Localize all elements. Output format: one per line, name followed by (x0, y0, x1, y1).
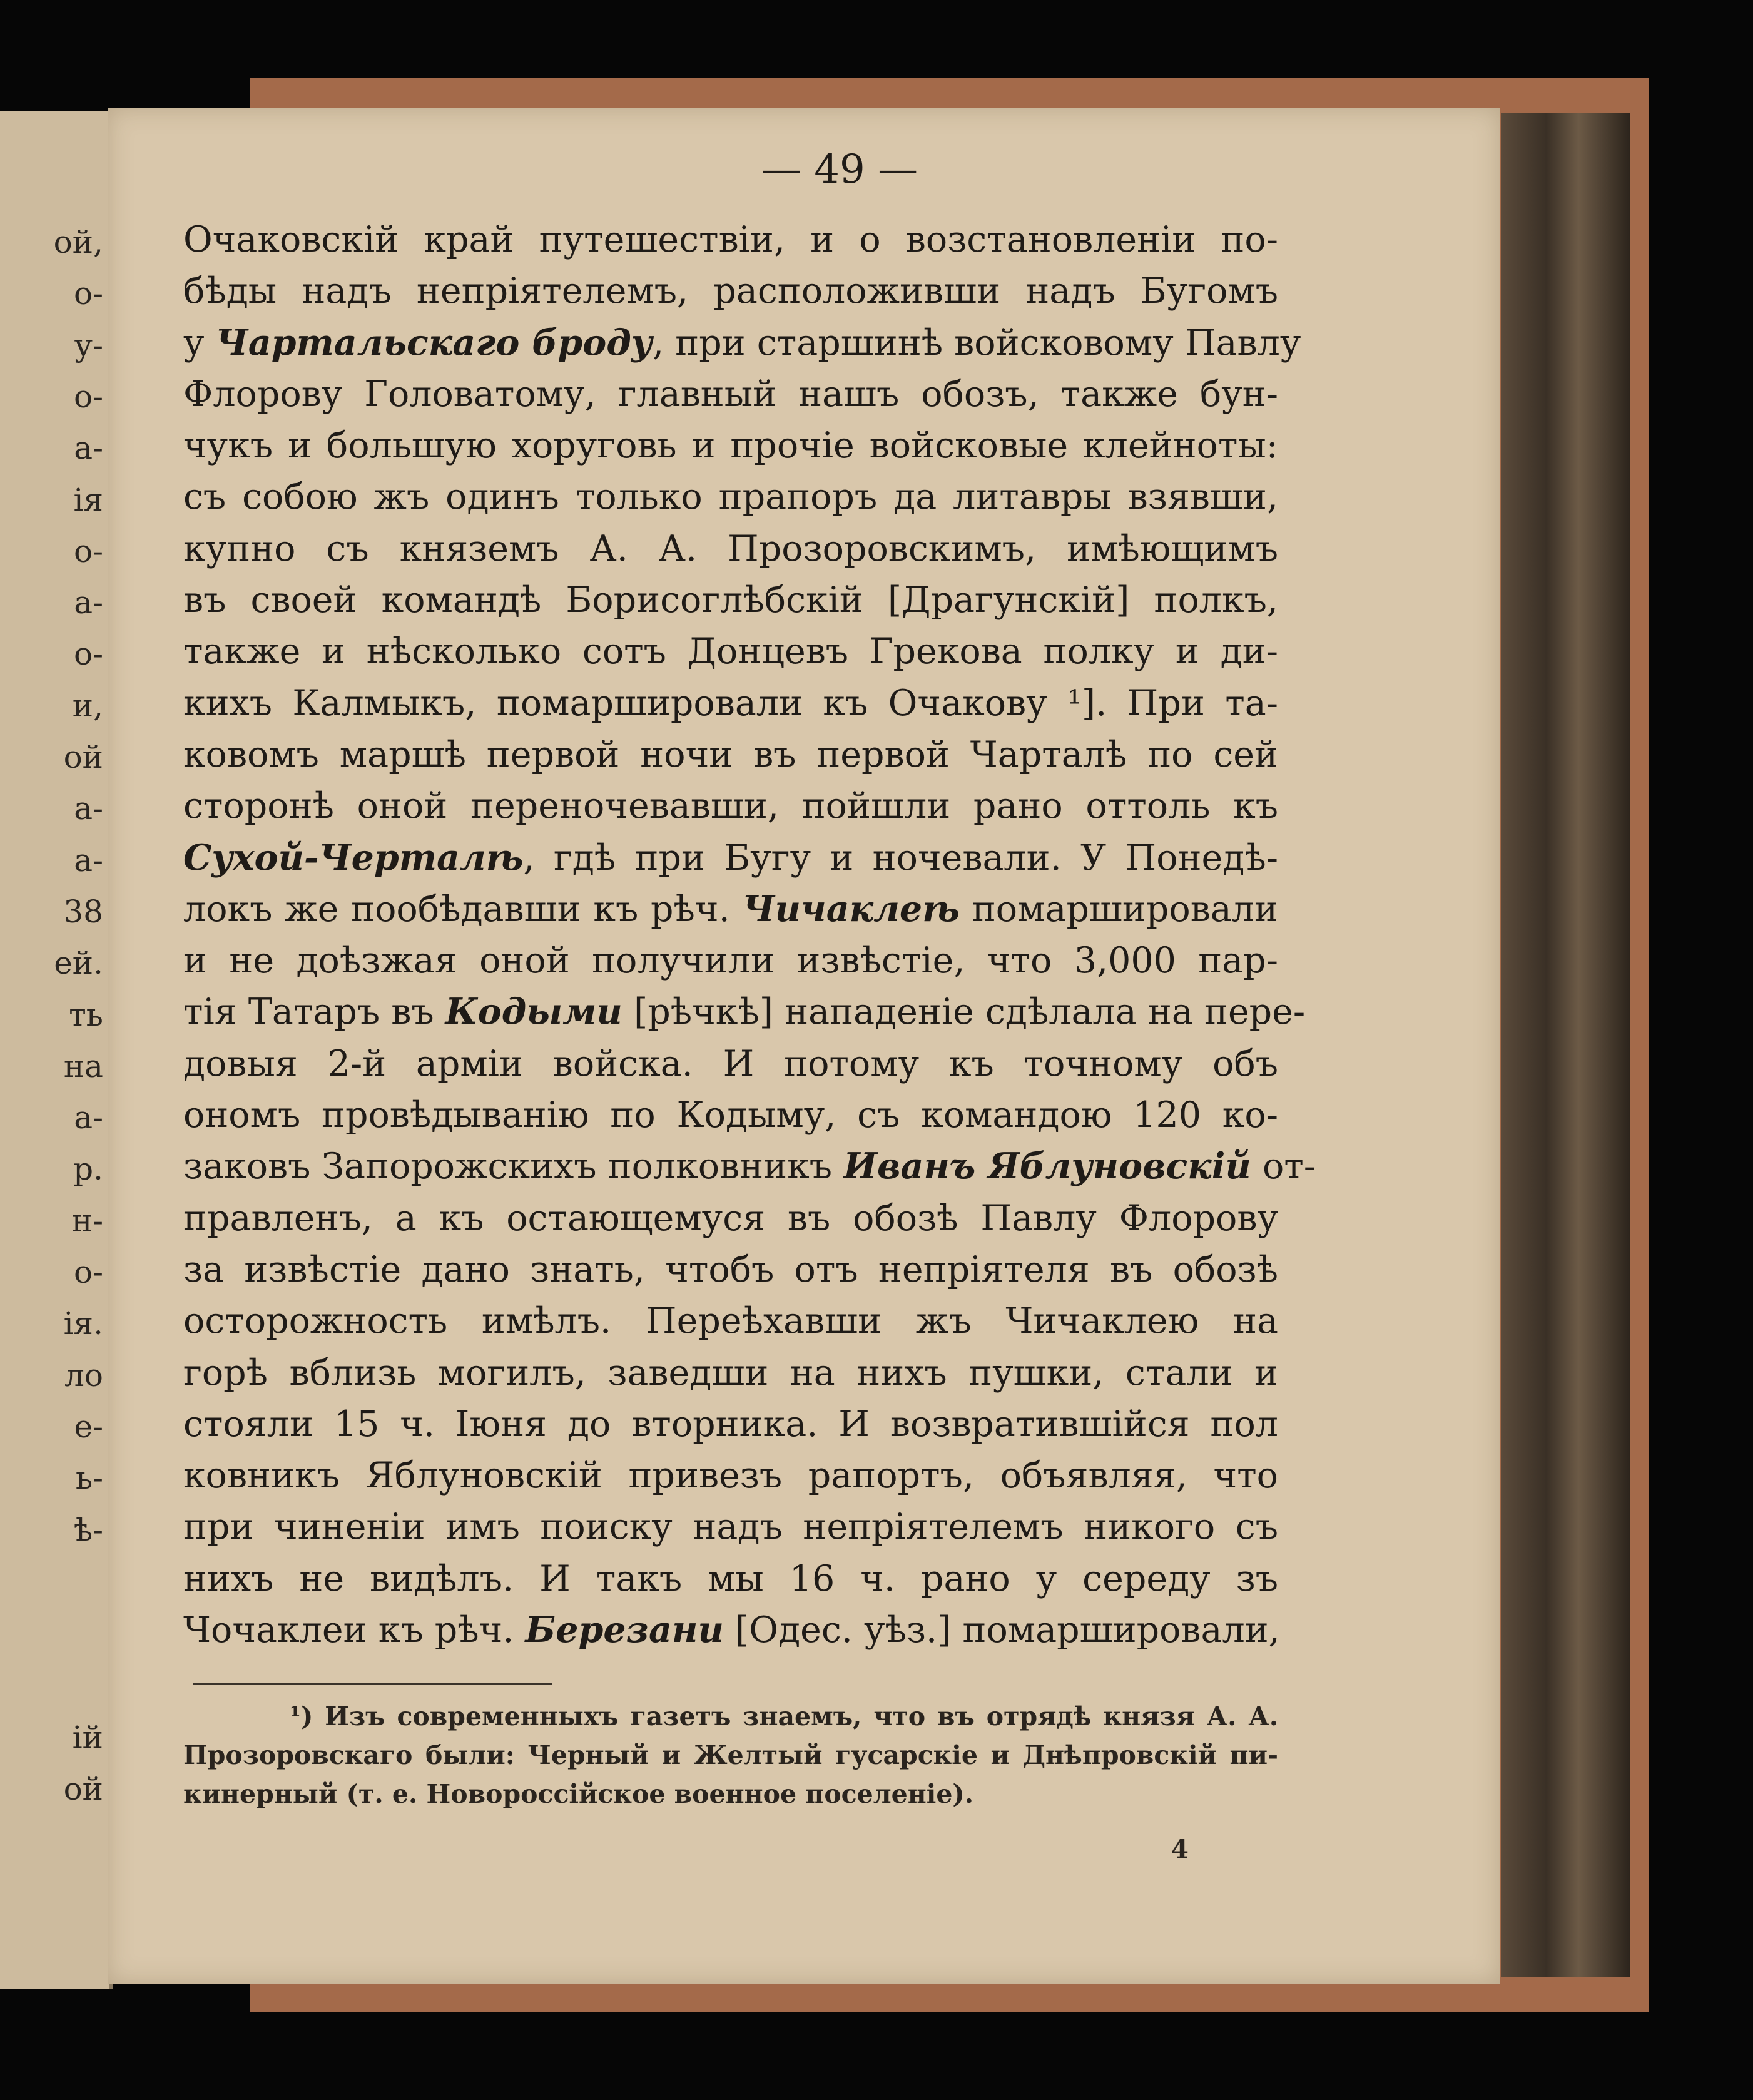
italic-name: Чичаклеѣ (742, 887, 960, 930)
text-line (183, 1399, 1278, 1450)
previous-page-text: а- (74, 430, 103, 467)
text-line (183, 1038, 1278, 1089)
text-line (183, 1295, 1278, 1347)
text-line (183, 935, 1278, 986)
text-run: тія Татаръ въ (183, 991, 445, 1033)
previous-page-text: ей. (54, 945, 103, 982)
previous-page-text: ь- (75, 1460, 103, 1497)
signature-mark: 4 (1171, 1835, 1189, 1864)
text-run: , гдѣ при Бугу и ночевали. У Понедѣ- (523, 837, 1278, 879)
previous-page-text: о- (74, 636, 103, 673)
previous-page-text: на (63, 1047, 103, 1084)
text-run: нихъ не видѣлъ. И такъ мы 16 ч. рано у середу зъ (183, 1557, 1278, 1599)
text-line (183, 1450, 1278, 1501)
text-run: помаршировали (960, 888, 1278, 930)
text-run: локъ же пообѣдавши къ рѣч. (183, 888, 743, 930)
text-line (183, 780, 1278, 832)
page-number: — 49 — (761, 146, 918, 193)
text-line (183, 523, 1278, 574)
page-block-edge (1501, 113, 1630, 1977)
text-line (183, 1193, 1278, 1244)
text-run: кихъ Калмыкъ, помаршировали къ Очакову ¹]. При та- (183, 682, 1278, 724)
text-run: за извѣстіе дано знать, чтобъ отъ непріятеля въ обозѣ (183, 1248, 1278, 1290)
previous-page-text: ой, (53, 224, 103, 260)
previous-page-text: ой (63, 739, 103, 775)
text-line (183, 1347, 1278, 1399)
text-run: купно съ княземъ А. А. Прозоровскимъ, имѣющимъ (183, 528, 1278, 569)
previous-page-text: ій (72, 1719, 103, 1756)
previous-page-text: о- (74, 1254, 103, 1290)
previous-page-text: ія. (63, 1305, 103, 1342)
text-run: Очаковскій край путешествіи, и о возстановленіи по- (183, 219, 1278, 260)
previous-page-text: р. (73, 1151, 103, 1188)
text-line (183, 986, 1306, 1037)
text-line (183, 265, 1278, 317)
text-run: Чочаклеи къ рѣч. (183, 1609, 526, 1651)
text-run: стояли 15 ч. Іюня до вторника. И возвратившійся пол (183, 1403, 1278, 1445)
footnote-rule (193, 1683, 552, 1685)
text-run: заковъ Запорожскихъ полковникъ (183, 1146, 844, 1188)
text-run: ковомъ маршѣ первой ночи въ первой Чарталѣ по сей (183, 733, 1278, 775)
text-line (183, 729, 1278, 780)
footnote-line: ¹) Изъ современныхъ газетъ знаемъ, что въ отрядѣ князя А. А. (290, 1701, 1278, 1731)
text-run: ковникъ Яблуновскій привезъ рапортъ, объявляя, что (183, 1455, 1278, 1497)
previous-page-text: а- (74, 790, 103, 827)
text-run: [рѣчкѣ] нападеніе сдѣлала на пере- (622, 991, 1306, 1033)
text-run: при чиненіи имъ поиску надъ непріятелемъ никого съ (183, 1506, 1278, 1548)
previous-page-text: а- (74, 1099, 103, 1136)
text-line (183, 678, 1278, 729)
previous-page-text: н- (71, 1202, 103, 1239)
text-line (183, 471, 1278, 522)
previous-page-text: о- (74, 275, 103, 312)
text-line (183, 574, 1278, 626)
text-line (183, 1244, 1278, 1295)
previous-page-text: о- (74, 378, 103, 415)
italic-name: Иванъ Яблуновскій (843, 1145, 1251, 1188)
previous-page-fragment (0, 111, 113, 1989)
text-run: у (183, 322, 216, 364)
book-page (108, 108, 1500, 1984)
previous-page-text: ой (63, 1771, 103, 1808)
text-run: ономъ провѣдыванію по Кодыму, съ командою 120 ко- (183, 1094, 1278, 1136)
text-run: [Одес. уѣз.] помаршировали, (723, 1609, 1280, 1651)
text-run: довыя 2-й арміи войска. И потому къ точному объ (183, 1042, 1278, 1084)
text-run: горѣ вблизь могилъ, заведши на нихъ пушки, стали и (183, 1352, 1278, 1394)
previous-page-text: а- (74, 584, 103, 621)
text-line (183, 1089, 1278, 1141)
text-line (183, 1501, 1278, 1552)
italic-name: Чартальскаго броду (215, 321, 653, 364)
previous-page-text: ло (64, 1357, 103, 1394)
text-run: съ собою жъ одинъ только прапоръ да литавры взявши, (183, 476, 1278, 518)
italic-name: Березани (525, 1609, 724, 1651)
text-run: Флорову Головатому, главный нашъ обозъ, также бун- (183, 373, 1278, 415)
text-line (183, 1553, 1278, 1604)
footnote-line: кинерный (т. е. Новороссійское военное поселеніе). (183, 1779, 974, 1809)
text-run: осторожность имѣлъ. Переѣхавши жъ Чичаклею на (183, 1300, 1278, 1342)
previous-page-text: о- (74, 533, 103, 569)
text-run: сторонѣ оной переночевавши, пойшли рано оттоль къ (183, 785, 1278, 827)
footnote-line: Прозоровскаго были: Черный и Желтый гусарскіе и Днѣпровскій пи- (183, 1740, 1278, 1770)
text-line (183, 1604, 1278, 1656)
text-run: , при старшинѣ войсковому Павлу (652, 322, 1301, 364)
text-line (183, 1141, 1316, 1192)
text-line (183, 832, 1278, 884)
previous-page-text: ѣ- (73, 1511, 103, 1548)
previous-page-text: 38 (63, 893, 103, 930)
text-line (183, 317, 1301, 369)
text-run: и не доѣзжая оной получили извѣстіе, что 3,000 пар- (183, 940, 1278, 982)
previous-page-text: и, (72, 687, 103, 724)
text-line (183, 626, 1278, 677)
text-line (183, 420, 1278, 471)
previous-page-text: ія (73, 481, 103, 518)
text-run: от- (1251, 1146, 1316, 1188)
italic-name: Кодыми (445, 991, 622, 1033)
text-line (183, 214, 1278, 265)
text-run: также и нѣсколько сотъ Донцевъ Грекова полку и ди- (183, 631, 1278, 673)
text-run: въ своей командѣ Борисоглѣбскій [Драгунскій] полкъ, (183, 579, 1278, 621)
text-line (183, 369, 1278, 420)
body-text (183, 214, 1316, 1656)
previous-page-text: а- (74, 842, 103, 879)
previous-page-text: у- (74, 327, 103, 364)
previous-page-text: ть (69, 996, 103, 1033)
text-run: правленъ, а къ остающемуся въ обозѣ Павлу Флорову (183, 1197, 1278, 1239)
italic-name: Сухой-Черталѣ (183, 836, 524, 879)
text-run: бѣды надъ непріятелемъ, расположивши надъ Бугомъ (183, 270, 1278, 312)
previous-page-text: е- (74, 1408, 103, 1445)
text-line (183, 884, 1278, 935)
text-run: чукъ и большую хоруговь и прочіе войсковые клейноты: (183, 425, 1278, 467)
footnote (183, 1697, 1278, 1813)
